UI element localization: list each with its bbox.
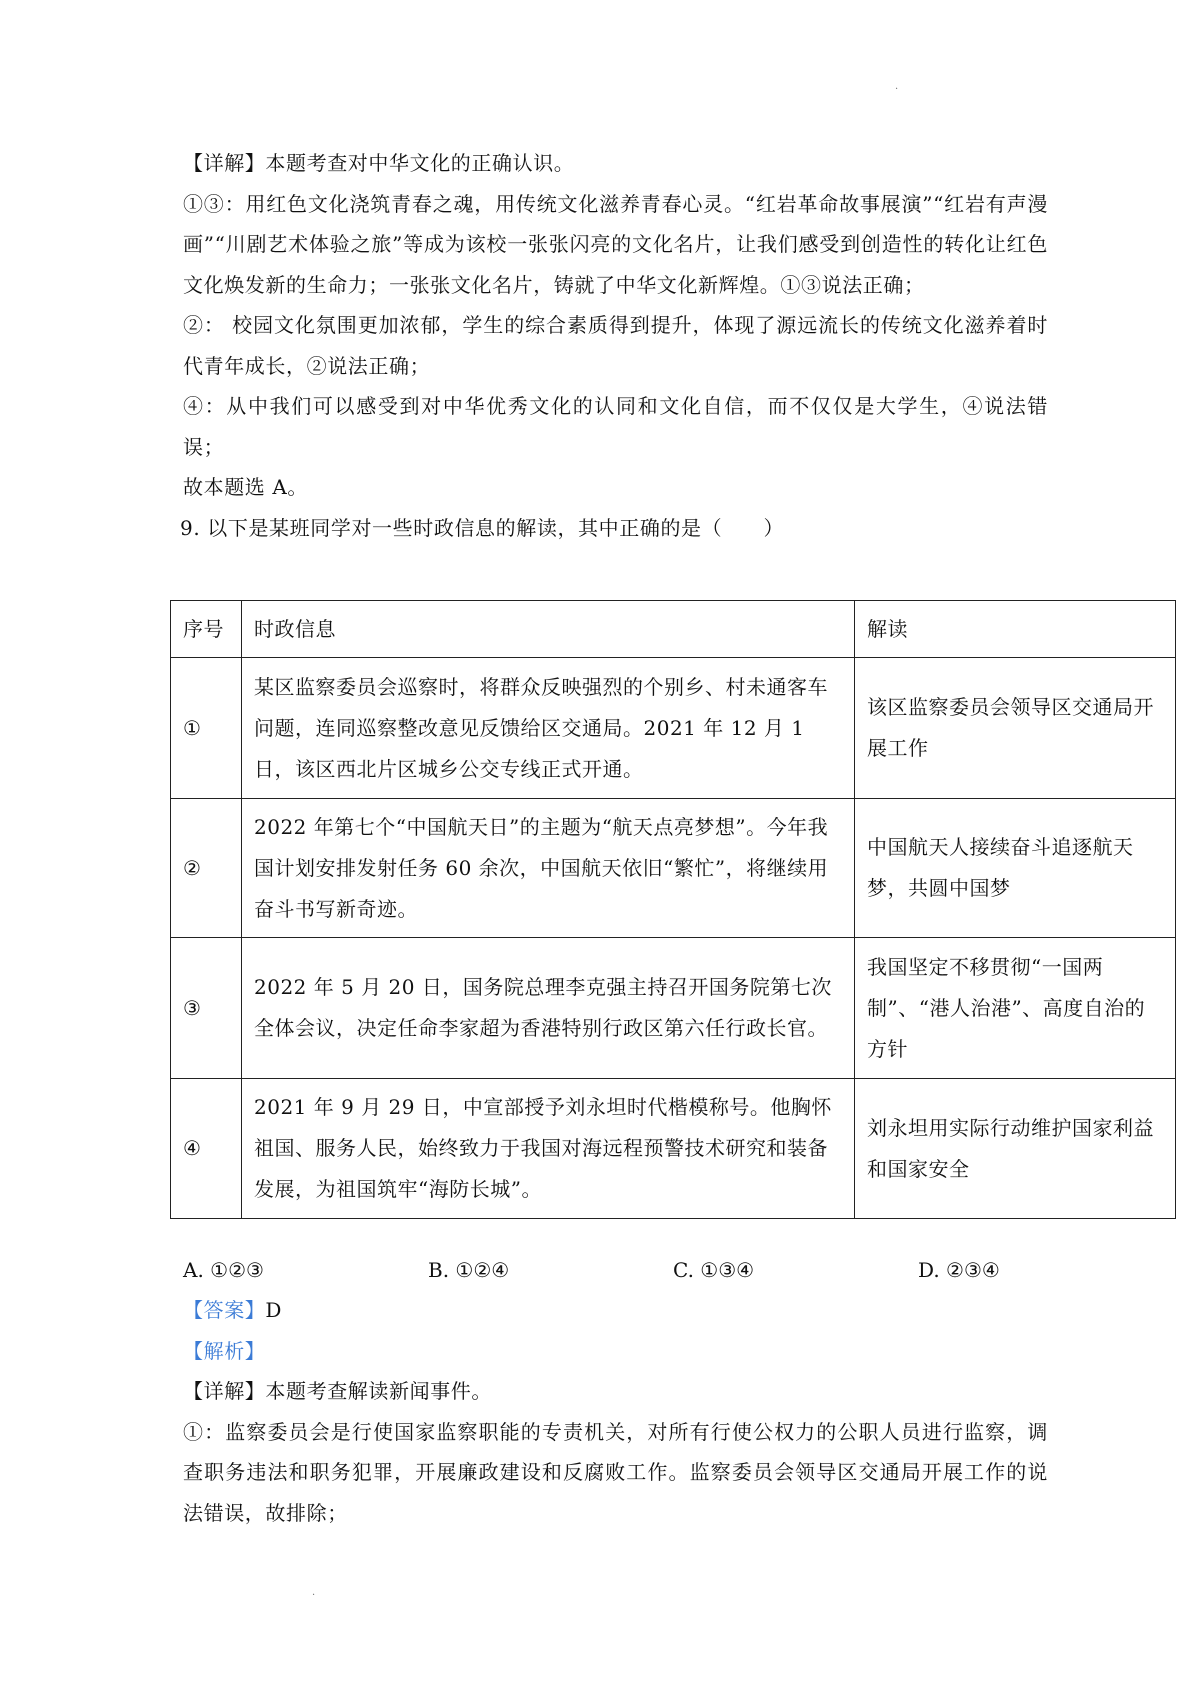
option-b[interactable]: B. ①②④	[428, 1258, 510, 1282]
header-reading: 解读	[855, 601, 1176, 658]
row-number: ③	[171, 938, 242, 1079]
row-reading: 中国航天人接续奋斗追逐航天梦，共圆中国梦	[855, 799, 1176, 938]
detail-heading: 【详解】本题考查对中华文化的正确认识。	[183, 151, 575, 175]
row-news-info: 2022 年第七个“中国航天日”的主题为“航天点亮梦想”。今年我国计划安排发射任务 60 余次，中国航天依旧“繁忙”，将继续用奋斗书写新奇迹。	[242, 799, 855, 938]
conclusion-text: 故本题选 A。	[183, 475, 309, 499]
row-number: ②	[171, 799, 242, 938]
option-d[interactable]: D. ②③④	[918, 1258, 1000, 1282]
explanation-paragraph-1: ①：监察委员会是行使国家监察职能的专责机关，对所有行使公权力的公职人员进行监察，调查职务违法和职务犯罪，开展廉政建设和反腐败工作。监察委员会领导区交通局开展工作的说法错误，故排除；	[183, 1419, 1048, 1525]
header-number: 序号	[171, 601, 242, 658]
explanation-paragraph-13: ①③：用红色文化浇筑青春之魂，用传统文化滋养青春心灵。“红岩革命故事展演”“红岩有声漫画”“川剧艺术体验之旅”等成为该校一张张闪亮的文化名片，让我们感受到创造性的转化让红色文化焕发新的生命力；一张张文化名片，铸就了中华文化新辉煌。①③说法正确；	[183, 191, 1048, 297]
header-news-info: 时政信息	[242, 601, 855, 658]
row-news-info: 2022 年 5 月 20 日，国务院总理李克强主持召开国务院第七次全体会议，决定任命李家超为香港特别行政区第六任行政长官。	[242, 938, 855, 1079]
table-row	[171, 658, 1176, 799]
row-reading: 刘永坦用实际行动维护国家利益和国家安全	[855, 1079, 1176, 1219]
table-header-row	[171, 601, 1176, 658]
row-number: ①	[171, 658, 242, 799]
option-a[interactable]: A. ①②③	[183, 1258, 264, 1282]
explanation-bottom	[183, 1290, 1048, 1533]
answer-label: 【答案】	[183, 1298, 266, 1322]
explanation-paragraph-4: ④：从中我们可以感受到对中华优秀文化的认同和文化自信，而不仅仅是大学生，④说法错误；	[183, 394, 1048, 459]
answer-line	[183, 1290, 1048, 1331]
scan-mark: ·	[895, 84, 899, 95]
table-row	[171, 1079, 1176, 1219]
detail-heading: 【详解】本题考查解读新闻事件。	[183, 1379, 492, 1403]
table-row	[171, 799, 1176, 938]
answer-value: D	[265, 1298, 283, 1322]
row-news-info: 2021 年 9 月 29 日，中宣部授予刘永坦时代楷模称号。他胸怀祖国、服务人民，始终致力于我国对海远程预警技术研究和装备发展，为祖国筑牢“海防长城”。	[242, 1079, 855, 1219]
scan-mark: ·	[312, 1590, 316, 1601]
table-row	[171, 938, 1176, 1079]
news-table	[170, 600, 1176, 1219]
analysis-line	[183, 1331, 1048, 1372]
row-news-info: 某区监察委员会巡察时，将群众反映强烈的个别乡、村未通客车问题，连同巡察整改意见反馈给区交通局。2021 年 12 月 1 日，该区西北片区城乡公交专线正式开通。	[242, 658, 855, 799]
explanation-paragraph-2: ②： 校园文化氛围更加浓郁，学生的综合素质得到提升，体现了源远流长的传统文化滋养着时代青年成长，②说法正确；	[183, 313, 1048, 378]
row-reading: 我国坚定不移贯彻“一国两制”、“港人治港”、高度自治的方针	[855, 938, 1176, 1079]
row-number: ④	[171, 1079, 242, 1219]
analysis-label: 【解析】	[183, 1338, 266, 1363]
row-reading: 该区监察委员会领导区交通局开展工作	[855, 658, 1176, 799]
question-9-stem: 9. 以下是某班同学对一些时政信息的解读，其中正确的是（ ）	[180, 515, 785, 540]
explanation-top	[180, 143, 1048, 548]
option-c[interactable]: C. ①③④	[673, 1258, 755, 1282]
